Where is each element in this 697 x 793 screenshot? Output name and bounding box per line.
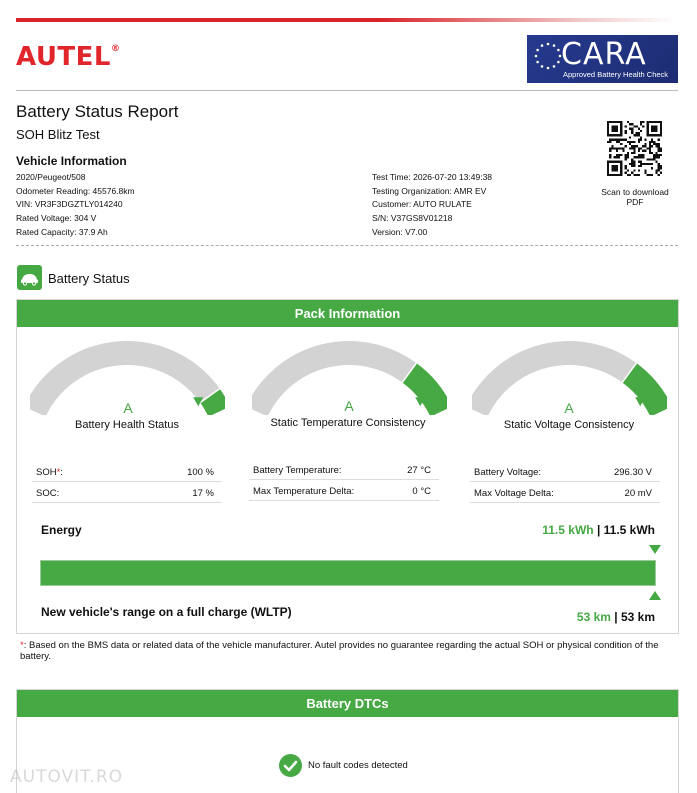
qr-module [625, 156, 627, 158]
qr-module [625, 132, 627, 134]
soh-value: 100 % [187, 467, 214, 478]
max-voltage-delta-row [470, 482, 660, 503]
qr-module [636, 145, 638, 147]
qr-module [644, 145, 646, 147]
qr-module [644, 163, 646, 165]
qr-module [638, 165, 640, 167]
qr-module [609, 154, 611, 156]
soh-row: SOH*: 100 % [32, 461, 222, 482]
qr-module [625, 145, 627, 147]
qr-module [660, 172, 662, 174]
qr-module [636, 125, 638, 127]
qr-module [653, 154, 655, 156]
qr-module [642, 154, 644, 156]
qr-module [638, 147, 640, 149]
max-temperature-delta-row [249, 480, 439, 501]
qr-module [644, 169, 646, 171]
qr-module [655, 161, 657, 163]
qr-module [633, 163, 635, 165]
qr-module [631, 128, 633, 130]
qr-module [611, 125, 618, 132]
qr-module [629, 143, 631, 145]
star [536, 49, 539, 52]
qr-module [633, 150, 635, 152]
range-current: 53 km [576, 610, 611, 624]
qr-module [633, 145, 635, 147]
battery-health-label: Battery Health Status [75, 419, 179, 431]
soc-key: SOC: [36, 488, 60, 499]
qr-module [651, 145, 653, 147]
max-voltage-delta-value: 20 mV [624, 488, 652, 499]
temperature-values [249, 459, 439, 501]
qr-module [636, 134, 638, 136]
qr-module [653, 143, 655, 145]
qr-module [622, 150, 624, 152]
qr-module [611, 139, 613, 141]
qr-module [658, 147, 660, 149]
temperature-consistency-grade: A [344, 398, 354, 414]
qr-module [625, 125, 627, 127]
qr-module [649, 163, 651, 165]
qr-module [655, 152, 657, 154]
qr-module [627, 169, 629, 171]
qr-module [627, 121, 629, 123]
qr-module [614, 156, 616, 158]
qr-module [609, 139, 611, 141]
qr-module [644, 150, 646, 152]
star [553, 44, 556, 47]
gauge-fill [210, 396, 219, 412]
vehicle-model: 2020/Peugeot/508 [16, 172, 86, 182]
qr-module [611, 145, 613, 147]
qr-module [631, 145, 633, 147]
qr-module [618, 154, 620, 156]
report-subtitle: SOH Blitz Test [16, 127, 100, 142]
autel-logo: AUTEL® [16, 42, 121, 72]
qr-module [625, 158, 627, 160]
qr-module [636, 156, 638, 158]
qr-module [660, 167, 662, 169]
qr-module [640, 163, 642, 165]
qr-module [625, 167, 627, 169]
qr-module [649, 174, 651, 176]
qr-module [618, 156, 620, 158]
qr-module [658, 167, 660, 169]
battery-temperature-row [249, 459, 439, 480]
qr-module [642, 156, 644, 158]
qr-module [629, 163, 631, 165]
cara-badge [527, 35, 678, 83]
voltage-values [470, 461, 660, 503]
energy-rated: 11.5 kWh [603, 523, 655, 537]
qr-module [660, 154, 662, 156]
energy-bar [40, 560, 656, 586]
watermark: AUTOVIT.RO [10, 767, 124, 787]
qr-module [655, 169, 657, 171]
qr-module [631, 141, 633, 143]
qr-module [631, 132, 633, 134]
qr-module [609, 147, 611, 149]
qr-module [642, 121, 644, 123]
star [553, 65, 556, 68]
max-temperature-delta-key: Max Temperature Delta: [253, 486, 355, 497]
qr-module [631, 172, 633, 174]
qr-module [642, 125, 644, 127]
qr-module [618, 147, 620, 149]
qr-module [653, 156, 655, 158]
soh-footnote: *: Based on the BMS data or related data of the vehicle manufacturer. Autel provides no guarantee regarding the actual SOH or physical condition of the battery. [20, 640, 659, 662]
qr-module [649, 152, 651, 154]
qr-module [638, 150, 640, 152]
qr-module [607, 141, 609, 143]
qr-module [647, 174, 649, 176]
dtc-status: No fault codes detected [308, 760, 408, 771]
qr-module [629, 141, 631, 143]
qr-module [638, 134, 640, 136]
qr-module [633, 141, 635, 143]
qr-module [647, 158, 649, 160]
qr-module [616, 147, 618, 149]
qr-module [649, 147, 651, 149]
range-values: 53 km | 53 km [576, 610, 655, 624]
test-time: Test Time: 2026-07-20 13:49:38 [372, 172, 493, 182]
qr-module [644, 172, 646, 174]
qr-module [614, 139, 616, 141]
qr-caption: Scan to download PDF [601, 187, 669, 207]
qr-module [653, 141, 655, 143]
qr-module [633, 169, 635, 171]
range-label: New vehicle's range on a full charge (WLTP) [41, 605, 292, 619]
qr-module [631, 130, 633, 132]
energy-marker-down [649, 545, 661, 554]
qr-module [642, 145, 644, 147]
soh-key: SOH [36, 467, 57, 478]
range-rated: 53 km [620, 610, 655, 624]
soc-value: 17 % [192, 488, 214, 499]
qr-module [649, 150, 651, 152]
battery-temperature-value: 27 °C [407, 465, 431, 476]
cara-badge-name: CARA [561, 37, 647, 72]
qr-module [640, 154, 642, 156]
energy-label: Energy [41, 523, 82, 537]
max-voltage-delta-key: Max Voltage Delta: [474, 488, 554, 499]
star [557, 49, 560, 52]
qr-module [631, 163, 633, 165]
qr-module [640, 123, 642, 125]
top-accent-bar [16, 18, 676, 22]
qr-module [611, 165, 618, 172]
qr-module [655, 145, 657, 147]
rated-capacity: Rated Capacity: 37.9 Ah [16, 226, 108, 237]
qr-module [633, 125, 635, 127]
qr-module [649, 145, 651, 147]
qr-module [625, 172, 627, 174]
qr-module [658, 139, 660, 141]
header-divider [16, 90, 678, 91]
qr-module [644, 143, 646, 145]
qr-module [633, 134, 635, 136]
qr-module [658, 165, 660, 167]
qr-module [609, 141, 611, 143]
qr-module [647, 163, 649, 165]
check-circle-icon [279, 754, 302, 777]
qr-module [649, 143, 651, 145]
report-title: Battery Status Report [16, 102, 179, 121]
max-temperature-delta-value: 0 °C [412, 486, 431, 497]
qr-module [651, 163, 653, 165]
qr-module [611, 147, 613, 149]
qr-module [651, 152, 653, 154]
qr-module [616, 150, 618, 152]
qr-module [629, 136, 631, 138]
qr-module [658, 174, 660, 176]
qr-module [631, 147, 633, 149]
qr-module [658, 156, 660, 158]
qr-module [651, 139, 653, 141]
qr-module [640, 161, 642, 163]
qr-module [631, 161, 633, 163]
qr-module [651, 167, 653, 169]
qr-module [627, 154, 629, 156]
qr-module [625, 165, 627, 167]
qr-module [627, 156, 629, 158]
star [557, 61, 560, 64]
temperature-consistency-label: Static Temperature Consistency [270, 417, 426, 429]
battery-voltage-row [470, 461, 660, 482]
qr-module [658, 154, 660, 156]
qr-module [638, 128, 640, 130]
qr-module [620, 143, 622, 145]
qr-module [647, 147, 649, 149]
qr-module [640, 136, 642, 138]
soc-row [32, 482, 222, 503]
qr-module [640, 130, 642, 132]
qr-module [640, 121, 642, 123]
qr-module [631, 165, 633, 167]
qr-module [631, 152, 633, 154]
qr-module [651, 125, 658, 132]
qr-module [616, 141, 618, 143]
qr-module [622, 147, 624, 149]
pack-information-header: Pack Information [17, 300, 678, 327]
qr-code-icon[interactable] [607, 121, 662, 176]
battery-car-icon [17, 265, 42, 290]
qr-module [655, 154, 657, 156]
qr-module [620, 147, 622, 149]
qr-module [622, 139, 624, 141]
qr-module [638, 169, 640, 171]
qr-module [640, 139, 642, 141]
qr-module [620, 139, 622, 141]
gauge-fill [409, 373, 441, 412]
testing-organization: Testing Organization: AMR EV [372, 185, 487, 196]
qr-module [640, 156, 642, 158]
serial-number: S/N: V37GS8V01218 [372, 213, 453, 224]
star [535, 55, 538, 58]
qr-module [640, 147, 642, 149]
qr-module [618, 141, 620, 143]
battery-temperature-key: Battery Temperature: [253, 465, 342, 476]
customer: Customer: AUTO RULATE [372, 199, 472, 210]
qr-module [638, 132, 640, 134]
qr-module [627, 141, 629, 143]
gauge-fill [629, 373, 661, 412]
qr-module [651, 141, 653, 143]
voltage-consistency-label: Static Voltage Consistency [503, 419, 635, 431]
battery-voltage-key: Battery Voltage: [474, 467, 542, 478]
vehicle-info-left [16, 171, 135, 240]
qr-module [655, 143, 657, 145]
battery-status-label: Battery Status [48, 271, 130, 286]
section-divider [16, 245, 678, 246]
qr-module [627, 152, 629, 154]
qr-module [655, 172, 657, 174]
qr-module [633, 147, 635, 149]
qr-module [629, 128, 631, 130]
qr-module [658, 145, 660, 147]
qr-module [640, 165, 642, 167]
qr-module [660, 150, 662, 152]
qr-module [636, 174, 638, 176]
qr-module [660, 147, 662, 149]
qr-module [638, 174, 640, 176]
qr-module [653, 158, 655, 160]
vin: VIN: VR3F3DGZTLY014240 [16, 199, 123, 210]
qr-module [625, 139, 627, 141]
energy-bar-fill [41, 561, 655, 585]
qr-module [618, 139, 620, 141]
qr-module [636, 132, 638, 134]
qr-module [649, 158, 651, 160]
qr-module [649, 141, 651, 143]
qr-module [620, 154, 622, 156]
qr-module [638, 161, 640, 163]
voltage-consistency-grade: A [564, 400, 574, 416]
qr-module [658, 169, 660, 171]
vehicle-info-heading: Vehicle Information [16, 154, 127, 168]
qr-module [638, 141, 640, 143]
qr-module [651, 158, 653, 160]
qr-module [658, 150, 660, 152]
odometer-reading: Odometer Reading: 45576.8km [16, 185, 135, 196]
battery-dtcs-header: Battery DTCs [17, 690, 678, 717]
battery-voltage-value: 296.30 V [613, 467, 652, 478]
qr-module [631, 123, 633, 125]
qr-module [638, 139, 640, 141]
version: Version: V7.00 [372, 226, 428, 237]
star [541, 65, 544, 68]
qr-module [609, 156, 611, 158]
star [547, 43, 550, 46]
soh-footnote-mark: * [56, 467, 61, 478]
qr-module [660, 165, 662, 167]
qr-module [609, 150, 611, 152]
qr-module [616, 156, 618, 158]
star [536, 61, 539, 64]
qr-module [638, 154, 640, 156]
qr-module [633, 174, 635, 176]
health-values [32, 461, 222, 503]
qr-module [658, 163, 660, 165]
eu-stars-icon [533, 41, 563, 71]
qr-module [627, 174, 629, 176]
qr-module [629, 147, 631, 149]
vehicle-info-right [372, 171, 492, 240]
qr-module [629, 174, 631, 176]
qr-module [633, 161, 635, 163]
star [541, 44, 544, 47]
qr-module [631, 158, 633, 160]
qr-module [655, 156, 657, 158]
qr-module [651, 174, 653, 176]
qr-module [629, 123, 631, 125]
qr-module [642, 163, 644, 165]
battery-health-grade: A [123, 400, 133, 416]
star [547, 67, 550, 70]
cara-badge-tagline: Approved Battery Health Check [563, 70, 669, 79]
range-marker-up [649, 591, 661, 600]
rated-voltage: Rated Voltage: 304 V [16, 213, 97, 224]
qr-module [638, 156, 640, 158]
qr-module [633, 165, 635, 167]
qr-module [633, 156, 635, 158]
qr-module [625, 130, 627, 132]
qr-module [658, 143, 660, 145]
qr-module [616, 139, 618, 141]
energy-values: 11.5 kWh | 11.5 kWh [542, 523, 655, 537]
qr-module [625, 154, 627, 156]
qr-module [614, 147, 616, 149]
qr-module [642, 150, 644, 152]
qr-module [644, 139, 646, 141]
qr-module [633, 152, 635, 154]
qr-module [616, 154, 618, 156]
energy-current: 11.5 kWh [542, 523, 594, 537]
